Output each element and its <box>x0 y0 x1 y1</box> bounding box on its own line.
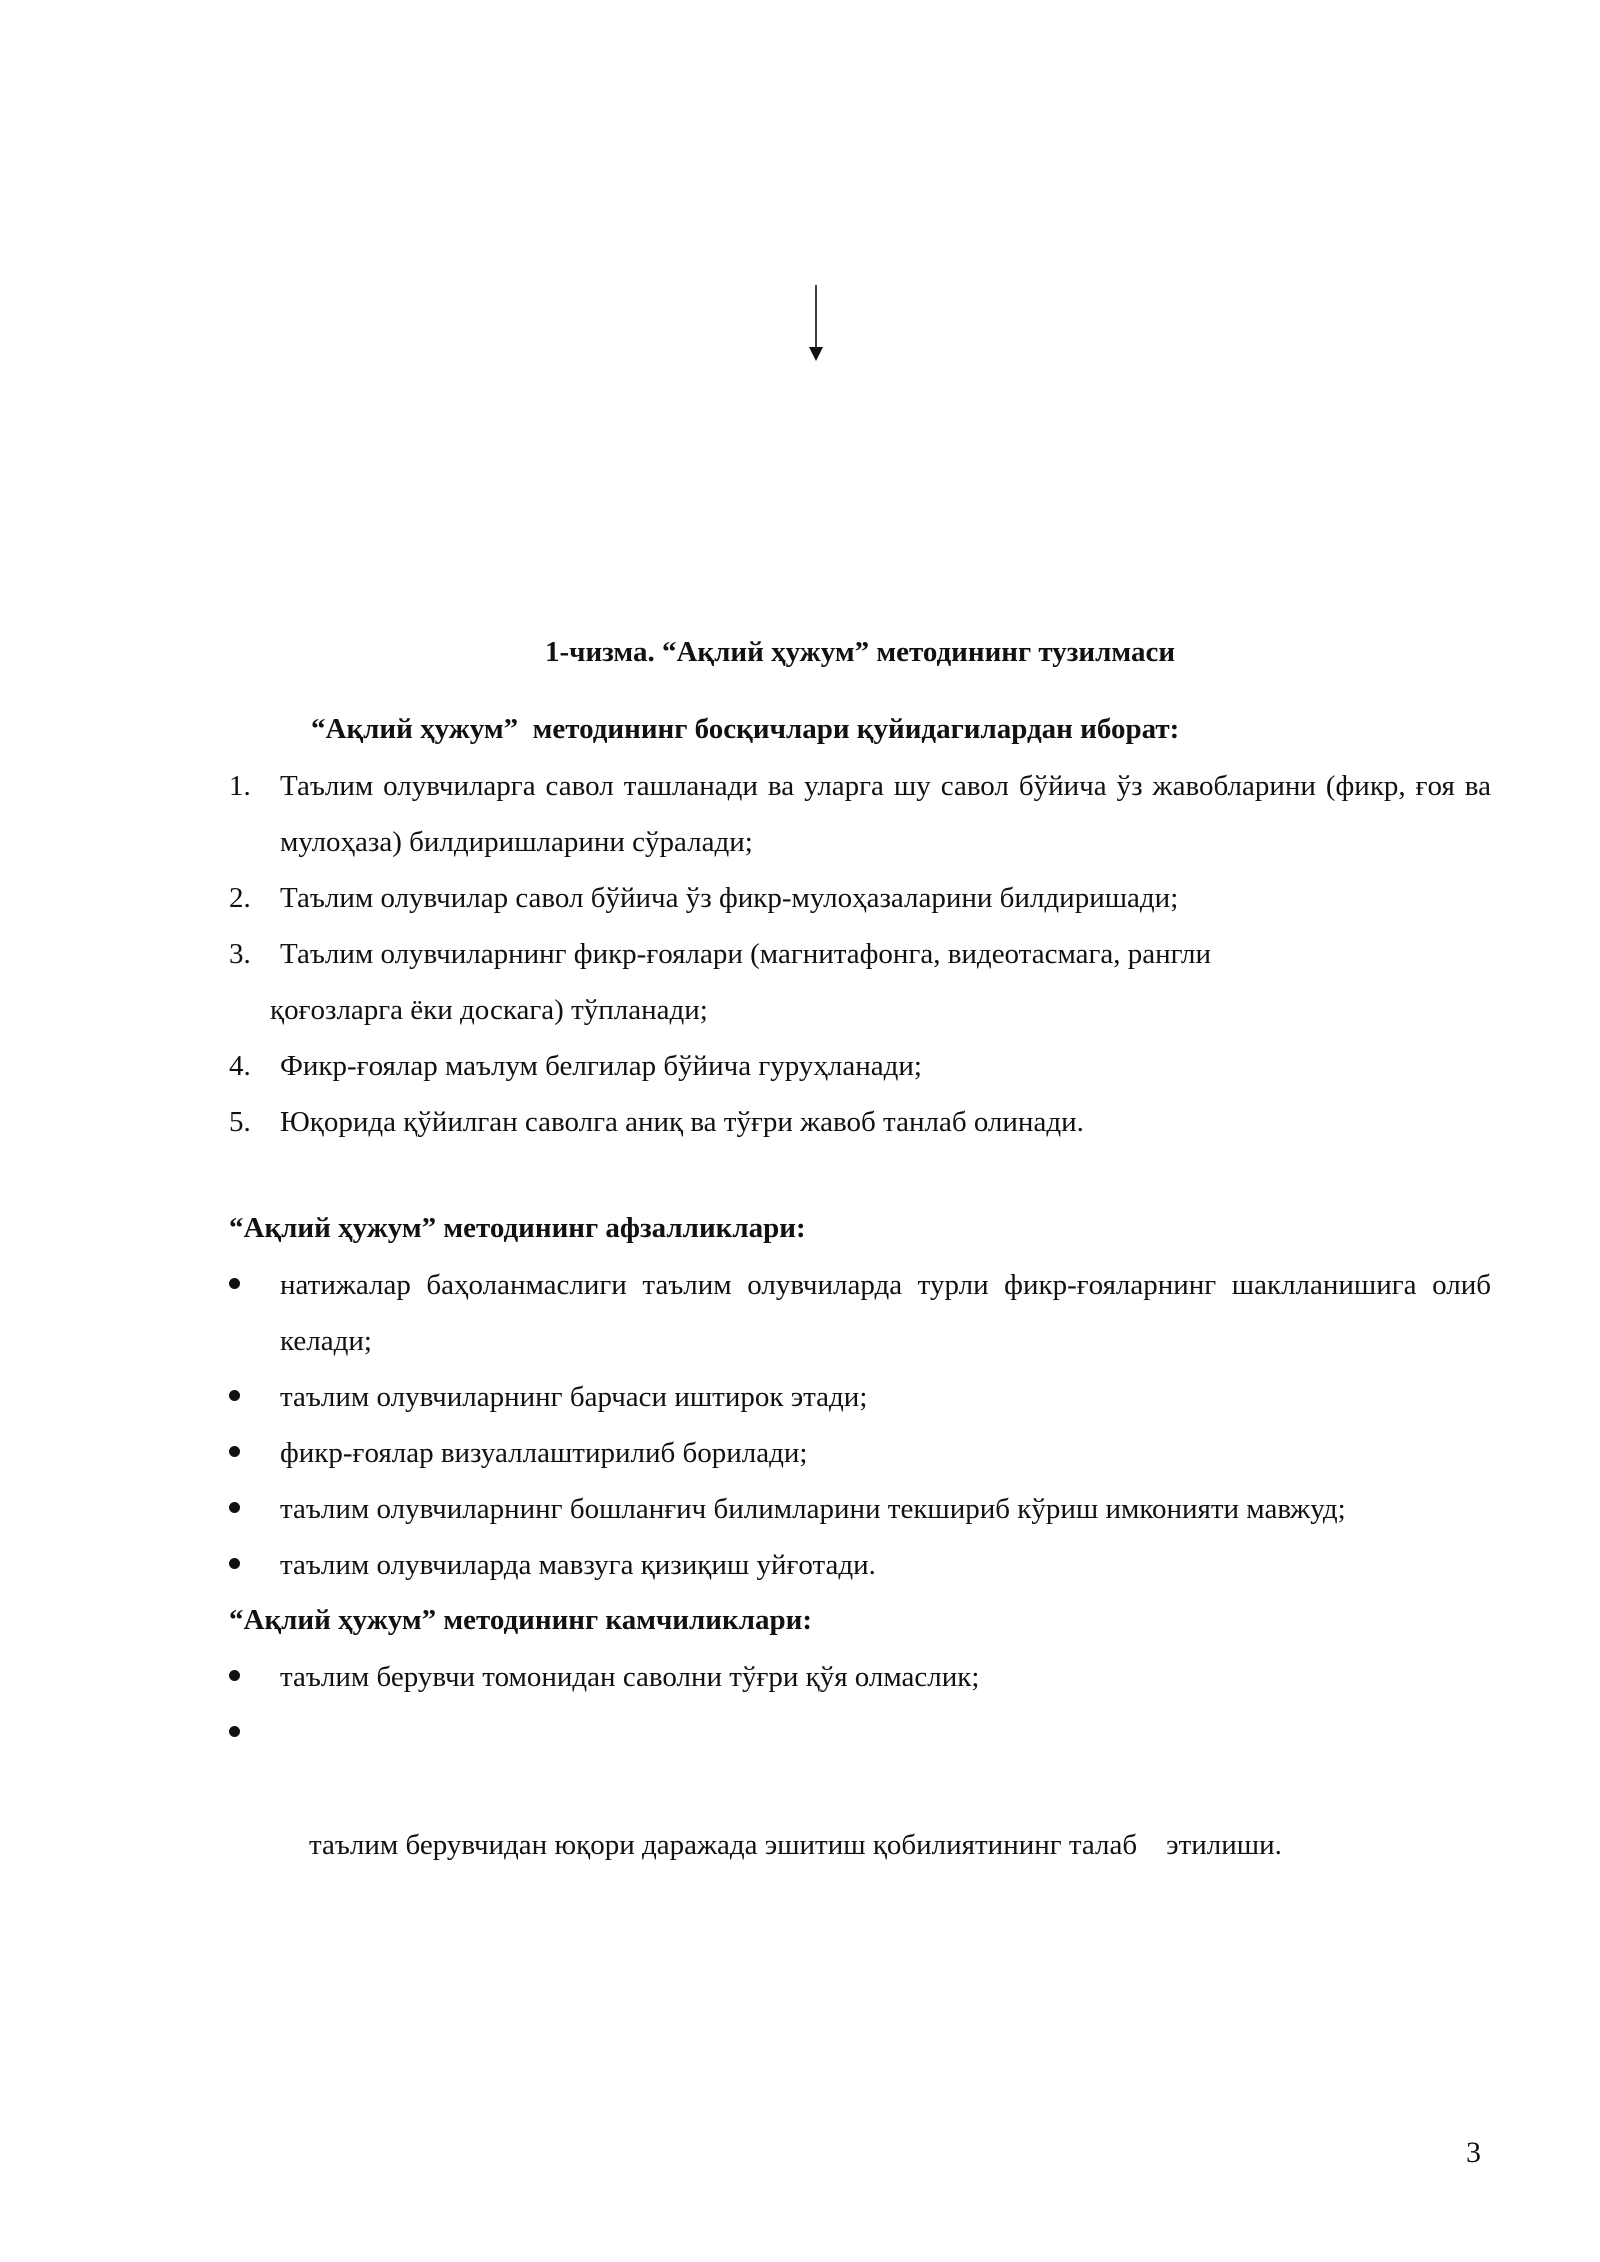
list-item-text: таълим берувчи томонидан саволни тўғри қўя олмаслик; <box>280 1661 980 1693</box>
disadvantages-list <box>229 1649 1491 1929</box>
advantages-heading: “Ақлий ҳужум” методининг афзалликлари: <box>229 1212 806 1244</box>
list-item <box>229 1705 1491 1929</box>
bullet-icon <box>229 1278 240 1289</box>
list-number: 3. <box>229 938 251 970</box>
list-item-text: Таълим олувчиларнинг фикр-ғоялари (магнитафонга, видеотасмага, рангли <box>280 938 1212 970</box>
list-item <box>229 926 1491 1038</box>
disadvantages-heading: “Ақлий ҳужум” методининг камчиликлари: <box>229 1604 812 1636</box>
down-arrow-icon <box>807 285 825 363</box>
stages-list <box>229 758 1491 1150</box>
bullet-icon <box>229 1390 240 1401</box>
page-number: 3 <box>1466 2136 1481 2169</box>
list-item-text: натижалар баҳоланмаслиги таълим олувчиларда турли фикр-ғояларнинг шаклланишига олиб келади; <box>280 1269 1491 1357</box>
advantages-list <box>229 1257 1491 1593</box>
list-item <box>229 1257 1491 1369</box>
list-item-text: Таълим олувчилар савол бўйича ўз фикр-мулоҳазаларини билдиришади; <box>280 882 1179 914</box>
list-number: 2. <box>229 882 251 914</box>
bullet-icon <box>229 1558 240 1569</box>
list-item-continuation: қоғозларга ёки доскага) тўпланади; <box>270 994 708 1026</box>
list-item-text: таълим берувчидан юқори даражада эшитиш қобилиятининг талаб этилиши. <box>309 1829 1282 1861</box>
list-item <box>229 1481 1491 1537</box>
list-item <box>229 1425 1491 1481</box>
list-item-text: таълим олувчиларнинг барчаси иштирок этади; <box>280 1381 868 1413</box>
list-item-text: таълим олувчиларнинг бошланғич билимларини текшириб кўриш имконияти мавжуд; <box>280 1493 1346 1525</box>
list-number: 4. <box>229 1050 251 1082</box>
list-number: 5. <box>229 1106 251 1138</box>
list-item-text: таълим олувчиларда мавзуга қизиқиш уйғотади. <box>280 1549 876 1581</box>
list-item <box>229 1094 1491 1150</box>
bullet-icon <box>229 1670 240 1681</box>
bullet-icon <box>229 1502 240 1513</box>
list-item-text: фикр-ғоялар визуаллаштирилиб борилади; <box>280 1437 808 1469</box>
list-item <box>229 1649 1491 1705</box>
list-number: 1. <box>229 770 251 802</box>
bullet-icon <box>229 1446 240 1457</box>
list-item <box>229 1369 1491 1425</box>
stages-heading: “Ақлий ҳужум” методининг босқичлари қуйидагилардан иборат: <box>311 713 1180 745</box>
list-item <box>229 1038 1491 1094</box>
bullet-icon <box>229 1726 240 1737</box>
list-item <box>229 870 1491 926</box>
list-item <box>229 758 1491 870</box>
list-item-text: Юқорида қўйилган саволга аниқ ва тўғри жавоб танлаб олинади. <box>280 1106 1084 1138</box>
list-item-text: Таълим олувчиларга савол ташланади ва уларга шу савол бўйича ўз жавобларини (фикр, ғоя ва мулоҳаза) билдиришларини сўралади; <box>280 770 1491 858</box>
figure-caption: 1-чизма. “Ақлий ҳужум” методининг тузилмаси <box>544 636 1176 668</box>
list-item-text: Фикр-ғоялар маълум белгилар бўйича гуруҳланади; <box>280 1050 922 1082</box>
list-item <box>229 1537 1491 1593</box>
